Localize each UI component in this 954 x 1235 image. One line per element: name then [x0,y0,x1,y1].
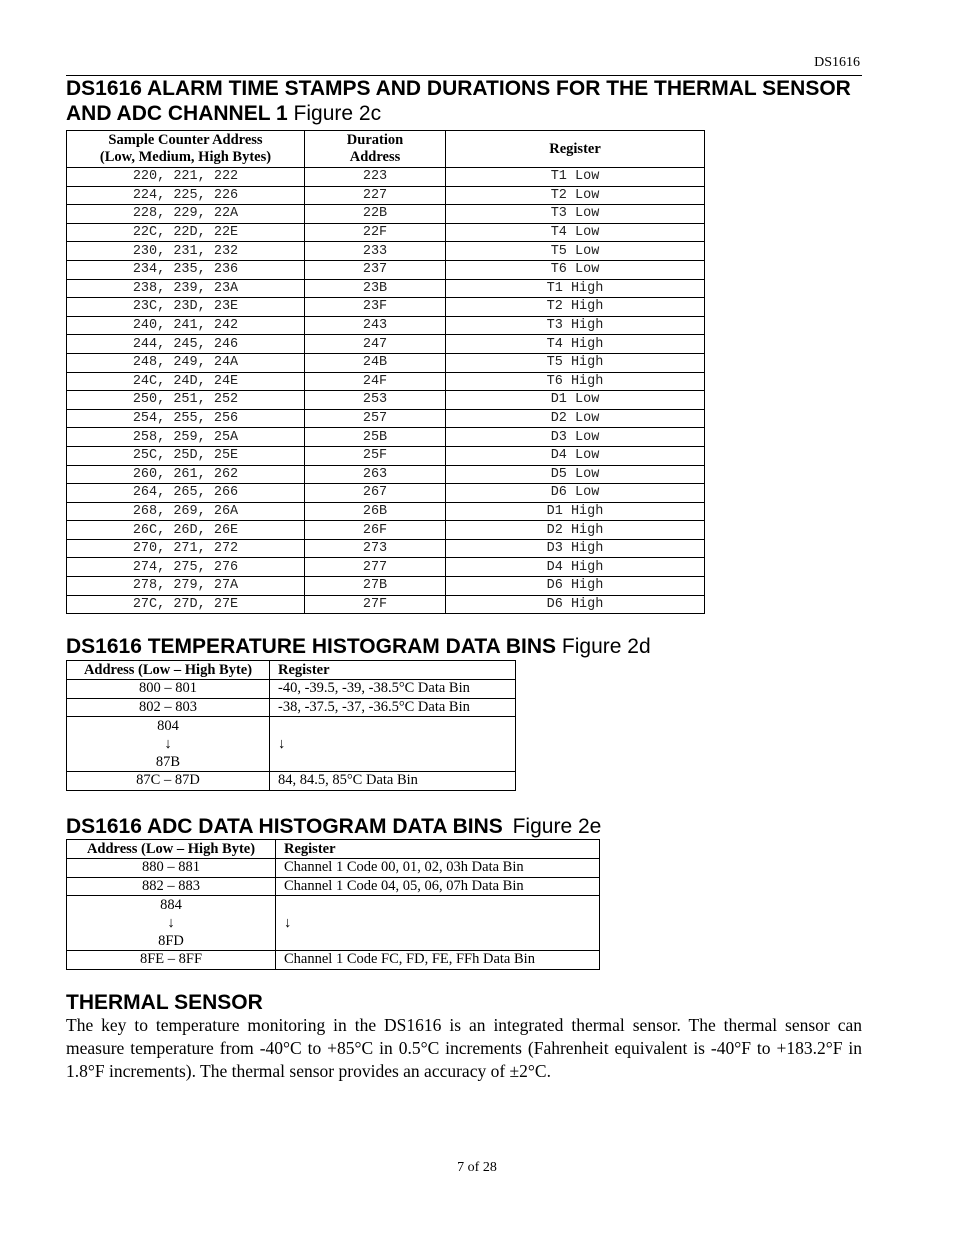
col-sample-counter-address: Sample Counter Address (Low, Medium, High Bytes) [67,131,305,168]
page-number: 7 of 28 [457,1160,497,1175]
table-row [67,502,705,521]
register-cell: D1 High [446,502,705,521]
register-cell: -38, -37.5, -37, -36.5°C Data Bin [270,698,516,717]
table-row [67,428,705,447]
duration-address-cell: 26B [305,502,446,521]
table-header-row [67,131,705,168]
table-row [67,335,705,354]
duration-address-cell: 257 [305,409,446,428]
address-cell: 880 – 881 [67,859,276,878]
duration-address-cell: 25F [305,446,446,465]
table-row [67,698,516,717]
sample-counter-address-cell: 234, 235, 236 [67,260,305,279]
range-start: 884 [160,897,182,913]
table-row [67,717,516,772]
duration-address-cell: 277 [305,558,446,577]
register-cell: T3 Low [446,205,705,224]
fig2c-title: DS1616 ALARM TIME STAMPS AND DURATIONS FOR THE THERMAL SENSOR AND ADC CHANNEL 1 [66,77,851,125]
duration-address-cell: 267 [305,484,446,503]
address-cell: 802 – 803 [67,698,270,717]
down-arrow-icon: ↓ [167,915,175,931]
register-cell [276,896,600,951]
duration-address-cell: 25B [305,428,446,447]
sample-counter-address-cell: 26C, 26D, 26E [67,521,305,540]
register-cell: T4 High [446,335,705,354]
fig2d-figure-label: Figure 2d [561,635,651,658]
fig2c-figure-label: Figure 2c [293,102,382,125]
register-cell: T1 Low [446,168,705,187]
fig2c-heading [66,76,856,126]
table-row [67,772,516,791]
table-row [67,539,705,558]
address-cell: 87C – 87D [67,772,270,791]
register-cell: T2 Low [446,186,705,205]
register-cell: D5 Low [446,465,705,484]
fig2e-figure-label: Figure 2e [512,815,602,838]
sample-counter-address-cell: 254, 255, 256 [67,409,305,428]
sample-counter-address-cell: 220, 221, 222 [67,168,305,187]
table-row [67,446,705,465]
duration-address-cell: 27B [305,577,446,596]
sample-counter-address-cell: 268, 269, 26A [67,502,305,521]
table-row [67,877,600,896]
table-row [67,391,705,410]
table-row [67,186,705,205]
duration-address-cell: 253 [305,391,446,410]
sample-counter-address-cell: 238, 239, 23A [67,279,305,298]
sample-counter-address-cell: 258, 259, 25A [67,428,305,447]
section-fig2d [66,634,651,791]
table-row [67,595,705,614]
address-range-cell [67,896,276,951]
table-row [67,260,705,279]
register-cell: D4 Low [446,446,705,465]
register-cell [270,717,516,772]
duration-address-cell: 27F [305,595,446,614]
col-address: Address (Low – High Byte) [67,661,270,680]
duration-address-cell: 22F [305,223,446,242]
table-row [67,859,600,878]
sample-counter-address-cell: 27C, 27D, 27E [67,595,305,614]
duration-address-cell: 243 [305,316,446,335]
register-cell: T2 High [446,298,705,317]
sample-counter-address-cell: 25C, 25D, 25E [67,446,305,465]
section-fig2c [66,76,856,614]
register-cell: D6 Low [446,484,705,503]
page-header [66,55,862,76]
address-cell: 882 – 883 [67,877,276,896]
range-end: 87B [155,754,181,770]
address-cell: 8FE – 8FF [67,951,276,970]
sample-counter-address-cell: 260, 261, 262 [67,465,305,484]
col-register: Register [270,661,516,680]
sample-counter-address-cell: 264, 265, 266 [67,484,305,503]
table-row [67,577,705,596]
doc-id: DS1616 [814,55,860,70]
address-range-cell [67,717,270,772]
duration-address-cell: 237 [305,260,446,279]
register-cell: Channel 1 Code 04, 05, 06, 07h Data Bin [276,877,600,896]
register-cell: 84, 84.5, 85°C Data Bin [270,772,516,791]
duration-address-cell: 273 [305,539,446,558]
thermal-sensor-paragraph: The key to temperature monitoring in the DS1616 is an integrated thermal sensor. The thermal sensor can measure temperature from -40°C to +85°C in 0.5°C increments (Fahrenheit equivalent is -40°F to +183.2°F in 1.8°F increments). The thermal sensor provides an accuracy of ±2°C. [66,1015,862,1081]
col-address: Address (Low – High Byte) [67,840,276,859]
sample-counter-address-cell: 244, 245, 246 [67,335,305,354]
sample-counter-address-cell: 22C, 22D, 22E [67,223,305,242]
register-cell: T6 High [446,372,705,391]
table-row [67,409,705,428]
duration-address-cell: 22B [305,205,446,224]
register-cell: Channel 1 Code FC, FD, FE, FFh Data Bin [276,951,600,970]
section-thermal-sensor [66,990,263,1015]
table-row [67,372,705,391]
register-cell: D1 Low [446,391,705,410]
col-register: Register [276,840,600,859]
table-row [67,521,705,540]
table-row [67,680,516,699]
table-row [67,279,705,298]
register-cell: T5 High [446,353,705,372]
register-cell: D3 High [446,539,705,558]
sample-counter-address-cell: 278, 279, 27A [67,577,305,596]
table-row [67,896,600,951]
duration-address-cell: 223 [305,168,446,187]
table-row [67,316,705,335]
range-start: 804 [157,718,179,734]
duration-address-cell: 24B [305,353,446,372]
register-cell: D6 High [446,577,705,596]
sample-counter-address-cell: 224, 225, 226 [67,186,305,205]
register-cell: D2 High [446,521,705,540]
sample-counter-address-cell: 274, 275, 276 [67,558,305,577]
table-row [67,223,705,242]
fig2e-heading [66,814,601,839]
table-row [67,298,705,317]
register-cell: D3 Low [446,428,705,447]
col-duration-address: Duration Address [305,131,446,168]
sample-counter-address-cell: 270, 271, 272 [67,539,305,558]
section-fig2e [66,814,601,970]
table-row [67,168,705,187]
fig2c-table [66,130,705,614]
table-row [67,205,705,224]
sample-counter-address-cell: 250, 251, 252 [67,391,305,410]
register-cell: T1 High [446,279,705,298]
register-cell: T5 Low [446,242,705,261]
register-cell: D2 Low [446,409,705,428]
address-cell: 800 – 801 [67,680,270,699]
table-row [67,484,705,503]
duration-address-cell: 23F [305,298,446,317]
col-register: Register [446,131,705,168]
sample-counter-address-cell: 248, 249, 24A [67,353,305,372]
table-row [67,353,705,372]
register-cell: -40, -39.5, -39, -38.5°C Data Bin [270,680,516,699]
table-header-row [67,661,516,680]
sample-counter-address-cell: 23C, 23D, 23E [67,298,305,317]
range-end: 8FD [158,933,184,949]
register-cell: T6 Low [446,260,705,279]
down-arrow-icon: ↓ [278,735,286,752]
duration-address-cell: 26F [305,521,446,540]
fig2e-title: DS1616 ADC DATA HISTOGRAM DATA BINS [66,815,503,838]
sample-counter-address-cell: 24C, 24D, 24E [67,372,305,391]
table-row [67,465,705,484]
table-row [67,558,705,577]
duration-address-cell: 233 [305,242,446,261]
fig2d-title: DS1616 TEMPERATURE HISTOGRAM DATA BINS [66,635,557,658]
down-arrow-icon: ↓ [284,914,292,931]
duration-address-cell: 227 [305,186,446,205]
register-cell: T3 High [446,316,705,335]
register-cell: D6 High [446,595,705,614]
fig2c-table-body [67,168,705,614]
sample-counter-address-cell: 228, 229, 22A [67,205,305,224]
sample-counter-address-cell: 240, 241, 242 [67,316,305,335]
fig2e-table [66,839,600,970]
table-row [67,242,705,261]
register-cell: Channel 1 Code 00, 01, 02, 03h Data Bin [276,859,600,878]
down-arrow-icon: ↓ [164,736,172,752]
duration-address-cell: 263 [305,465,446,484]
duration-address-cell: 23B [305,279,446,298]
register-cell: D4 High [446,558,705,577]
sample-counter-address-cell: 230, 231, 232 [67,242,305,261]
duration-address-cell: 24F [305,372,446,391]
register-cell: T4 Low [446,223,705,242]
table-header-row [67,840,600,859]
fig2d-heading [66,634,651,659]
thermal-sensor-heading: THERMAL SENSOR [66,991,263,1014]
duration-address-cell: 247 [305,335,446,354]
table-row [67,951,600,970]
fig2d-table [66,660,516,791]
